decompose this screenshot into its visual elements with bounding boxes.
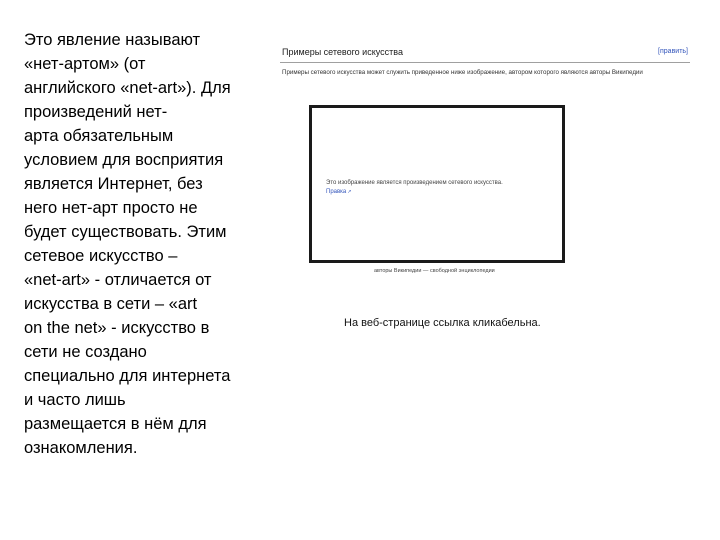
body-text-line: сети не создано (24, 343, 147, 361)
embedded-screenshot (280, 44, 690, 284)
net-art-frame[interactable] (309, 105, 565, 263)
body-text-line: Это явление называют (24, 31, 201, 49)
frame-caption: авторы Википедии — свободной энциклопедии (374, 268, 495, 274)
body-text-line: on the net» - искусство в (24, 319, 210, 337)
edit-link[interactable]: [править] (658, 48, 688, 55)
body-text-line: специально для интернета (24, 367, 231, 385)
external-link-icon: ↗ (347, 189, 352, 195)
body-text-line: «net-art» - отличается от (24, 271, 212, 289)
frame-link[interactable] (326, 189, 351, 195)
body-text (24, 28, 269, 460)
body-text-line: произведений нет- (24, 103, 168, 121)
body-text-line: ознакомления. (24, 439, 138, 457)
embed-description: Примеры сетевого искусства может служить приведенное ниже изображение, автором которого являются авторы Википедии (282, 69, 643, 76)
body-text-line: является Интернет, без (24, 175, 203, 193)
embed-title: Примеры сетевого искусства (282, 47, 403, 57)
body-text-line: арта обязательным (24, 127, 174, 145)
body-text-line: размещается в нём для (24, 415, 207, 433)
body-text-line: него нет-арт просто не (24, 199, 198, 217)
frame-text: Это изображение является произведением сетевого искусства. (326, 180, 503, 186)
embed-header (280, 44, 690, 63)
frame-link-label[interactable]: Правка (326, 189, 347, 195)
body-text-line: будет существовать. Этим (24, 223, 227, 241)
body-text-line: «нет-артом» (от (24, 55, 146, 73)
body-text-line: и часто лишь (24, 391, 126, 409)
body-text-line: искусства в сети – «art (24, 295, 198, 313)
body-text-line: сетевое искусство – (24, 247, 178, 265)
body-text-line: условием для восприятия (24, 151, 224, 169)
body-text-line: английского «net-art»). Для (24, 79, 231, 97)
clickable-note: На веб-странице ссылка кликабельна. (344, 317, 541, 329)
